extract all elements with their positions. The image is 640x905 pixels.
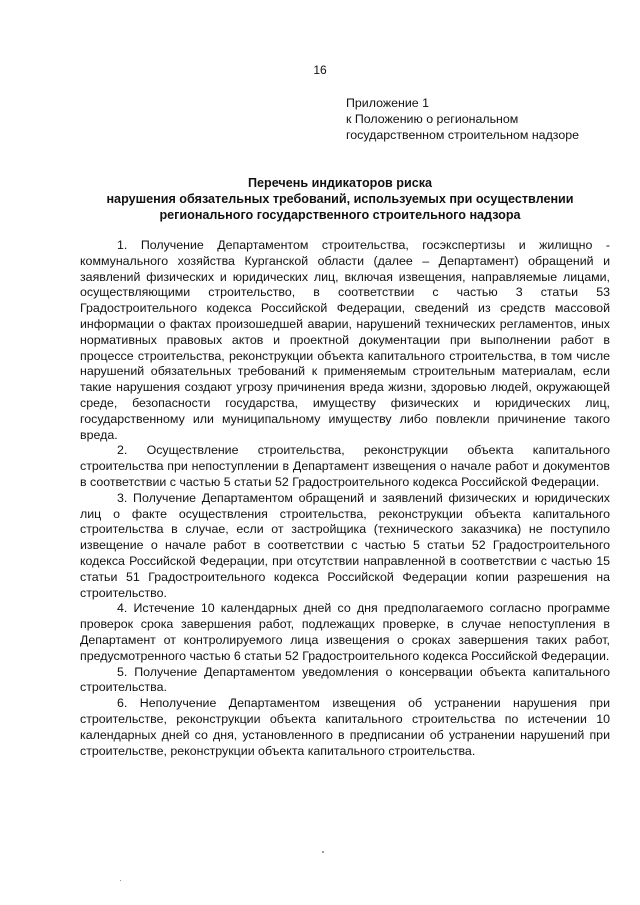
paragraph-5: 5. Получение Департаментом уведомления о консервации объекта капитального строительства. [80,664,610,695]
appendix-header [346,95,626,143]
title-line-1: Перечень индикаторов риска [247,176,433,190]
paragraph-3: 3. Получение Департаментом обращений и заявлений физических и юридических лиц о факте осуществления строительства, реконструкции объекта капитального строительства в случае, если от застройщика (технического заказчика) не поступило извещение о начале работ в соответствии с частью 5 статьи 52 Градостроительного кодекса Российской Федерации, при отсутствии направленной в соответствии с частью 15 статьи 51 Градостроительного кодекса Российской Федерации копии разрешения на строительство. [80,490,610,600]
appendix-line-1: Приложение 1 [346,96,430,110]
scan-speck [322,851,324,853]
appendix-line-2: к Положению о региональном [346,112,519,126]
paragraph-6: 6. Неполучение Департаментом извещения об устранении нарушения при строительстве, реконструкции объекта капитального строительства по истечении 10 календарных дней со дня, установленного в предписании об устранении нарушений при строительстве, реконструкции объекта капитального строительства. [80,696,610,758]
title-line-3: регионального государственного строительного надзора [159,208,521,222]
page-number: 16 [313,63,327,77]
paragraph-2: 2. Осуществление строительства, реконструкции объекта капитального строительства при непоступлении в Департамент извещения о начале работ и документов в соответствии с частью 5 статьи 52 Градостроительного кодекса Российской Федерации. [80,443,610,489]
paragraph-4: 4. Истечение 10 календарных дней со дня предполагаемого согласно программе проверок срока завершения работ, подлежащих проверке, в случае непоступления в Департамент от контролируемого лица извещения о сроках завершения таких работ, предусмотренного частью 6 статьи 52 Градостроительного кодекса Российской Федерации. [80,601,610,663]
scan-speck [120,880,121,881]
appendix-line-3: государственном строительном надзоре [346,128,580,142]
paragraph-1: 1. Получение Департаментом строительства, госэкспертизы и жилищно - коммунального хозяйства Курганской области (далее – Департамент) обращений и заявлений физических и юридических лиц, включая извещения, направляемые лицами, осуществляющими строительство, в соответствии с частью 3 статьи 53 Градостроительного кодекса Российской Федерации, сведений из средств массовой информации о фактах произошедшей аварии, нарушений технических регламентов, иных нормативных правовых актов и проектной документации при выполнении работ в процессе строительства, реконструкции объекта капитального строительства, в том числе нарушений обязательных требований к применяемым строительным материалам, если такие нарушения создают угрозу причинения вреда жизни, здоровью людей, окружающей среде, безопасности государства, имуществу физических и юридических лиц, государственному или муниципальному имуществу либо повлекли причинение такого вреда. [80,238,610,442]
title-line-2: нарушения обязательных требований, используемых при осуществлении [106,192,574,206]
document-body [80,238,610,759]
document-title [70,175,610,223]
